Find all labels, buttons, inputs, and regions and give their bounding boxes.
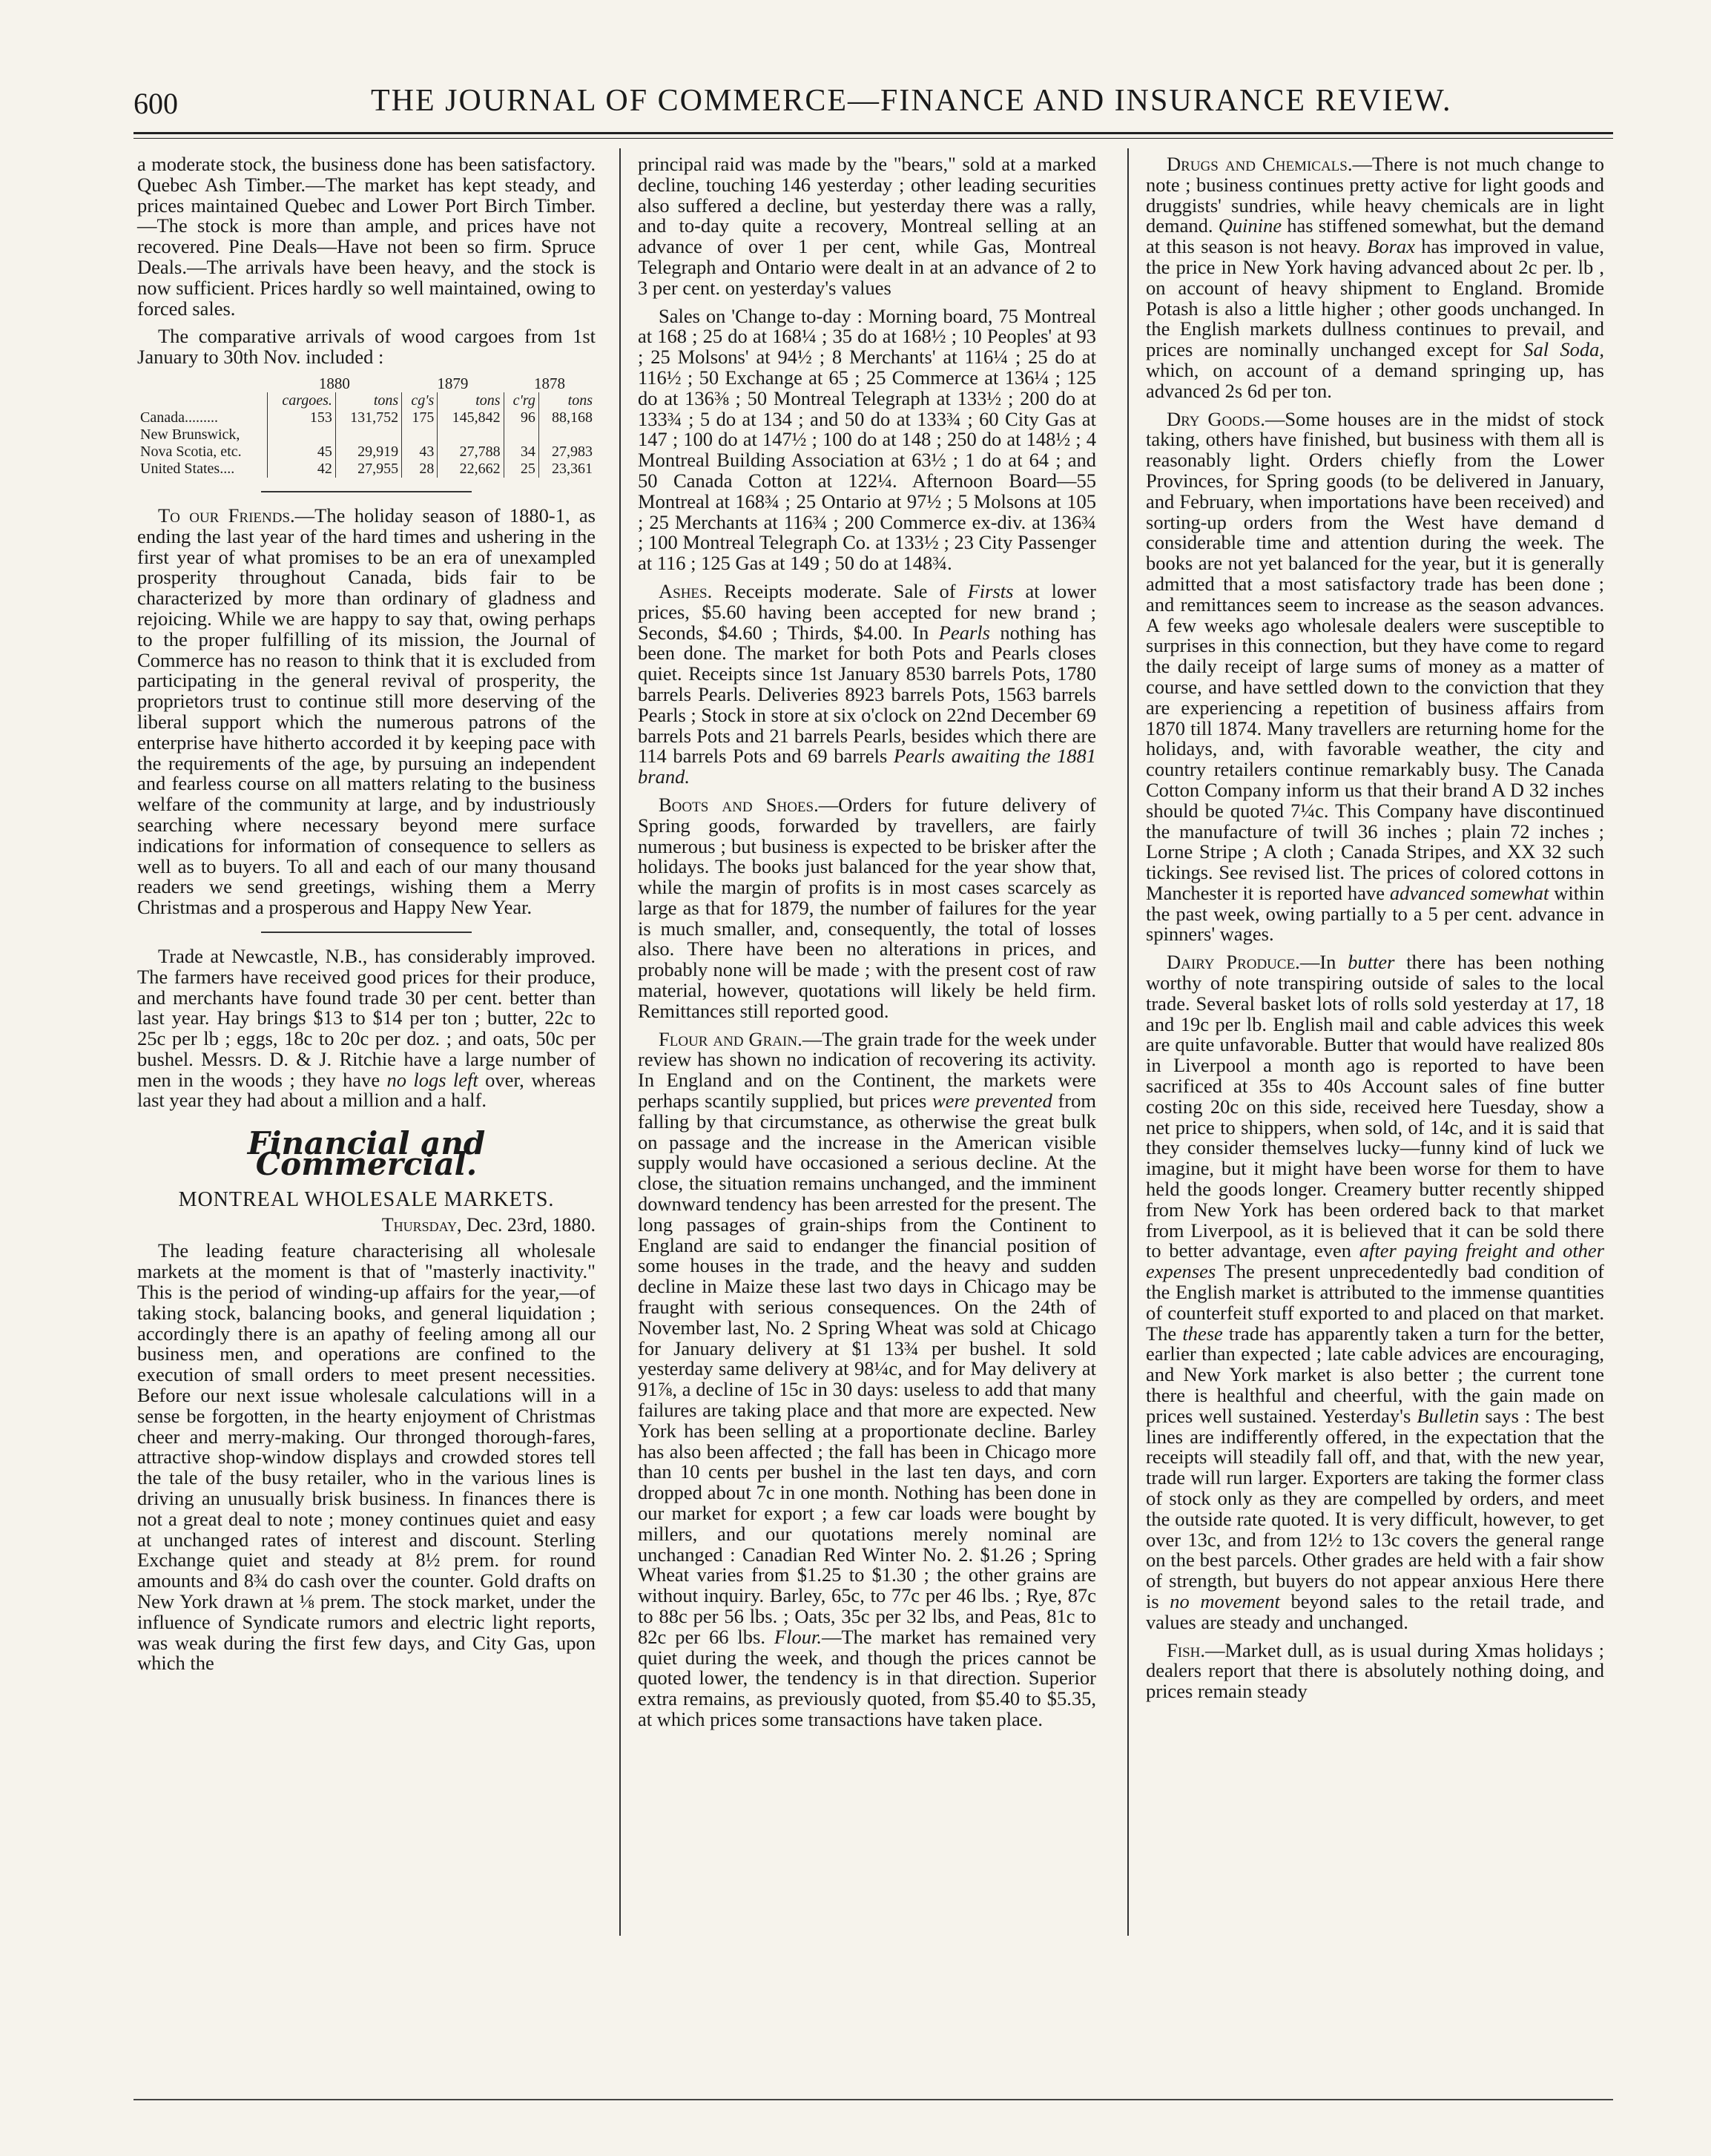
column-1 [137,154,596,1681]
ashes-paragraph: Ashes. Receipts moderate. Sale of Firsts at lower prices, $5.60 having been accepted for new brand ; Seconds, $4.60 ; Thirds, $4.00. In Pearls nothing has been done. The market for both Pots and Pearls closes quiet. Receipts since 1st January 8530 barrels Pots, 1780 barrels Pearls. Deliveries 8923 barrels Pots, 1563 barrels Pearls ; Stock in store at six o'clock on 22nd December 69 barrels Pots and 21 barrels Pearls, besides which there are 114 barrels Pots and 69 barrels Pearls awaiting the 1881 brand. [638,579,1097,788]
stock-raid-paragraph: principal raid was made by the "bears," sold at a marked decline, touching 146 yesterday ; other leading securities also suffered a decline, but yesterday there was a rally, and to-day quite a recovery, Montreal selling at an advance of over 1 per cent, while Gas, Montreal Telegraph and Ontario were dealt in at an advance of 2 to 3 per cent. on yesterday's values [638,153,1096,299]
year-1879: 1879 [437,374,469,392]
column-2 [638,154,1096,1738]
year-1880: 1880 [318,374,350,392]
dateline: Thursday, Dec. 23rd, 1880. [381,1213,596,1236]
section-lead: Drugs and Chemicals. [1167,153,1353,175]
journal-title: THE JOURNAL OF COMMERCE—FINANCE AND INSURANCE REVIEW. [371,84,1452,118]
dry-goods-paragraph: Dry Goods.—Some houses are in the midst of stock taking, others have finished, but business with them all is reasonably light. Orders chiefly from the Lower Provinces, for Spring goods (to be delivered in January, and February, when importations have been received) and sorting-up orders from the West have demand d considerable time and attention during the week. The books are not yet balanced for the year, but it is generally admitted that a most satisfactory trade has been done ; and remittances seem to increase as the season advances. A few weeks ago wholesale dealers were susceptible to surprises in this connection, but they have come to regard the daily receipt of large sums of money as a matter of course, and have settled down to the conviction that they are experiencing a repetition of business affairs from 1870 till 1874. Many travellers are returning home for the holidays, and, with favorable weather, the city and country retailers continue remarkably busy. The Canada Cotton Company inform us that their brand A D 32 inches should be quoted 7¼c. This Company have discontinued the manufacture of twill 36 inches ; plain 72 inches ; Lorne Stripe ; A cloth ; Canada Stripes, and XX 32 such tickings. See revised list. The prices of colored cottons in Manchester it is reported have advanced somewhat within the past week, owing partially to a 5 per cent. advance in spinners' wages. [1146,407,1604,946]
drugs-chemicals-paragraph: Drugs and Chemicals.—There is not much change to note ; business continues pretty active for light goods and druggists' sundries, while heavy chemicals are in light demand. Quinine has stiffened somewhat, but the demand at this season is not heavy. Borax has improved in value, the price in New York having advanced about 2c per. lb , on account of heavy shipment to England. Bromide Potash is also a little higher ; other goods unchanged. In the English markets dullness continues to prevail, and prices are nominally unchanged except for Sal Soda, which, on account of a demand springing up, has advanced 2s 6d per ton. [1146,153,1605,402]
header-rule [133,132,1613,134]
table-row: New Brunswick, [137,426,596,444]
arrivals-intro: The comparative arrivals of wood cargoes from 1st January to 30th Nov. included : [137,325,596,369]
table-header: tons [335,392,401,409]
table-header: c'rg [504,392,538,409]
page-number: 600 [133,87,178,120]
boots-shoes-paragraph: Boots and Shoes.—Orders for future delivery of Spring goods, forwarded by travellers, are fairly numerous ; but business is expected to be brisker after the holidays. The books just balanced for the year show that, while the margin of profits is in most cases scarcely as large as that for 1879, the number of failures for the year is much smaller, and, consequently, the total of losses also. There have been no alterations in prices, and probably none will be made ; with the present cost of raw material, however, quotations will likely be held firm. Remittances still reported good. [638,793,1097,1022]
timber-paragraph: a moderate stock, the business done has been satisfactory. Quebec Ash Timber.—The market has kept steady, and prices maintained Quebec and Lower Port Birch Timber.—The stock is more than ample, and prices have not recovered. Pine Deals—Have not been so firm. Spruce Deals.—The arrivals have been heavy, and the stock is now sufficient. Prices hardly so well maintained, owing to forced sales. [137,153,596,320]
footer-rule [133,2099,1613,2100]
section-separator [261,491,472,492]
table-header: tons [438,392,504,409]
table-row: Nova Scotia, etc. 45 29,919 43 27,788 34 27,983 [137,444,596,461]
section-lead: Ashes. [659,579,713,602]
friends-paragraph: To our Friends.—The holiday season of 1880-1, as ending the last year of the hard times and ushering in the first year of what promises to be an era of unexampled prosperity throughout Canada, bids fair to be characterized by more than ordinary of gladness and rejoicing. While we are happy to say that, owing perhaps to the proper fulfilling of its mission, the Journal of Commerce has no reason to think that it is excluded from participating in the general revival of prosperity, the proprietors trust to continue still more deserving of the liberal support which the numerous patrons of the enterprise have hitherto accorded it by keeping pace with the requirements of the age, by pursuing an independent and fearless course on all matters relating to the business welfare of the community at large, and by industriously searching where necessary beyond mere surface indications for information of consequence to sellers as well as to buyers. To all and each of our many thousand readers we send greetings, wishing them a Merry Christmas and a prosperous and Happy New Year. [137,504,596,919]
section-lead: Dairy Produce. [1167,951,1300,974]
year-1878: 1878 [534,374,566,392]
fish-paragraph: Fish.—Market dull, as is usual during Xmas holidays ; dealers report that there is absolutely nothing doing, and prices remain steady [1146,1638,1604,1703]
market-report-heading: MONTREAL WHOLESALE MARKETS. [178,1187,555,1211]
table-header: cg's [402,392,438,409]
newcastle-paragraph: Trade at Newcastle, N.B., has considerably improved. The farmers have received good prices for their produce, and merchants have found trade 30 per cent. better than last year. Hay brings $13 to $14 per ton ; butter, 22c to 25c per lb ; eggs, 18c to 20c per doz. ; and oats, 50c per bushel. Messrs. D. & J. Ritchie have a large number of men in the woods ; they have no logs left over, whereas last year they had about a million and a half. [137,944,596,1112]
market-overview-paragraph: The leading feature characterising all wholesale markets at the moment is that of "masterly inactivity." This is the period of winding-up affairs for the year,—of taking stock, balancing books, and general liquidation ; accordingly there is an apathy of feeling among all our business men, and operations are confined to the execution of small orders to meet present necessities. Before our next issue wholesale calculations will in a sense be forgotten, in the hearty enjoyment of Christmas cheer and merry-making. Our thronged thorough-fares, attractive shop-window displays and crowded stores tell the tale of the busy retailer, who in the various lines is driving an unusually brisk business. In finances there is not a great deal to note ; money continues quiet and easy at unchanged rates of interest and discount. Sterling Exchange quiet and steady at 8½ prem. for round amounts and 8¾ do cash over the counter. Gold drafts on New York drawn at ⅛ prem. The stock market, under the influence of Syndicate rumors and electric light reports, was weak during the first few days, and City Gas, upon which the [137,1239,596,1675]
section-lead: Fish. [1167,1638,1205,1661]
header-rule-thin [133,138,1613,139]
table-row: Canada......... 153 131,752 175 145,842 96 88,168 [137,409,596,426]
section-lead: Boots and Shoes. [659,793,819,816]
column-divider-1 [619,148,621,1936]
page-header [133,83,1613,128]
table-header: cargoes. [267,392,335,409]
table-row: United States.... 42 27,955 28 22,662 25 23,361 [137,461,596,478]
section-lead: Flour and Grain. [659,1027,802,1050]
section-lead: Dry Goods. [1167,407,1265,430]
financial-commercial-heading: Financial and Commercial. [247,1125,486,1183]
column-divider-2 [1127,148,1129,1936]
flour-grain-paragraph: Flour and Grain.—The grain trade for the week under review has shown no indication of recovering its activity. In England and on the Continent, the markets were perhaps scantily supplied, but prices were prevented from falling by that circumstance, as otherwise the great bulk on passage and the increase in the American visible supply would have occasioned a serious decline. At the close, the situation remains unchanged, and the imminent downward tendency has been arrested for the present. The long passages of grain-ships from the Continent to England are said to endanger the financial position of some houses in the trade, and the heavy and sudden decline in Maize these last two days in Chicago may be fraught with serious consequences. On the 24th of November last, No. 2 Spring Wheat was sold at Chicago for January delivery at $1 13¾ per bushel. It sold yesterday same delivery at 98¼c, and for May delivery at 91⅞, a decline of 15c in 30 days: useless to add that many failures are taking place and that more are expected. New York has been selling at a proportionate decline. Barley has also been affected ; the fall has been in Chicago more than 10 cents per bushel in the last ten days, and corn dropped about 7c in one month. Nothing has been done in our market for export ; a few car loads were bought by millers, and our quotations merely nominal are unchanged : Canadian Red Winter No. 2. $1.26 ; Spring Wheat varies from $1.25 to $1.30 ; the other grains are without inquiry. Barley, 65c, to 77c per 46 lbs. ; Rye, 87c to 88c per 56 lbs. ; Oats, 35c per 32 lbs, and Peas, 81c to 82c per 66 lbs. Flour.—The market has remained very quiet during the week, and though the prices cannot be quoted lower, the tendency is in that direction. Superior extra remains, as previously quoted, from $5.40 to $5.35, at which prices some transactions have taken place. [638,1027,1096,1730]
table-header: tons [538,392,596,409]
wood-cargo-table [137,375,596,478]
column-3 [1146,154,1604,1710]
section-lead: To our Friends. [158,504,295,527]
section-separator [261,932,472,933]
dairy-produce-paragraph: Dairy Produce.—In butter there has been nothing worthy of note transpiring outside of sales to the local trade. Several basket lots of rolls sold yesterday at 17, 18 and 19c per lb. English mail and cable advices this week are quite unfavorable. Butter that would have realized 80s in Liverpool a month ago is reported to have been sacrificed at 35s to 40s Account sales of fine butter costing 20c on this side, received here Tuesday, show a net price to shippers, when sold, of 14c, and it is said that they consider themselves lucky—funny kind of luck we imagine, but it might have been worse for them to have held the goods longer. Creamery butter recently shipped from New York has been ordered back to that market from Liverpool, as it is believed that it can be sold there to better advantage, even after paying freight and other expenses The present unprecedentedly bad condition of the English market is attributed to the immense quantities of counterfeit stuff exported to and placed on that market. The these trade has apparently taken a turn for the better, earlier than expected ; late cable advices are encouraging, and New York market is also better ; the current tone there is healthful and cheerful, with the gain made on prices well sustained. Yesterday's Bulletin says : The best lines are indifferently offered, in the expectation that the receipts will steadily fall off, and that, with the new year, trade will run larger. Exporters are taking the former class of stock only as they are compelled by orders, and meet the outside rate quoted. It is very difficult, however, to get over 13c, and from 12½ to 13c covers the general range on the best parcels. Other grades are held with a fair show of strength, but buyers do not appear anxious Here there is no movement beyond sales to the retail trade, and values are steady and unchanged. [1146,951,1605,1633]
change-sales-paragraph: Sales on 'Change to-day : Morning board, 75 Montreal at 168 ; 25 do at 168¼ ; 35 do at 168½ ; 10 Peoples' at 93 ; 25 Molsons' at 94½ ; 8 Merchants' at 116¼ ; 25 do at 116½ ; 50 Exchange at 65 ; 25 Commerce at 136¼ ; 125 do at 136⅜ ; 50 Montreal Telegraph at 133½ ; 200 do at 133¾ ; 5 do at 134 ; and 50 do at 133¾ ; 60 City Gas at 147 ; 100 do at 147½ ; 100 do at 148 ; 250 do at 148½ ; 4 Montreal Building Association at 63½ ; 1 do at 64 ; and 50 Canada Cotton at 122¼. Afternoon Board—55 Montreal at 168¾ ; 25 Ontario at 97½ ; 5 Molsons at 105 ; 25 Merchants at 116¾ ; 200 Commerce ex-div. at 136¾ ; 100 Montreal Telegraph Co. at 133½ ; 23 City Passenger at 116 ; 125 Gas at 149 ; 50 do at 148¾. [638,304,1096,575]
